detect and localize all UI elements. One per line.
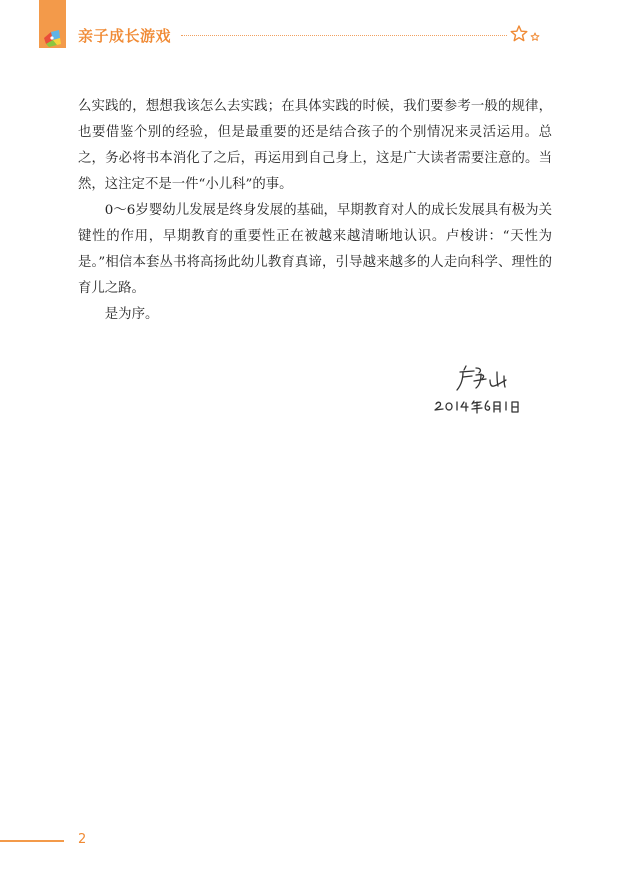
handwritten-signature [430, 362, 540, 422]
header-title: 亲子成长游戏 [78, 27, 172, 45]
paragraph: 么实践的，想想我该怎么去实践；在具体实践的时候，我们要参考一般的规律，也要借鉴个别的经验，但是最重要的还是结合孩子的个别情况来灵活运用。总之，务必将书本消化了之后，再运用到自己身上，这是广大读者需要注意的。当然，这注定不是一件“小儿科”的事。 [78, 99, 552, 192]
page-header [0, 0, 633, 60]
book-logo-icon [41, 26, 63, 48]
header-divider [181, 35, 507, 36]
paragraph: 是为序。 [104, 307, 159, 322]
paragraph: 0～6岁婴幼儿发展是终身发展的基础，早期教育对人的成长发展具有极为关键性的作用，早期教育的重要性正在被越来越清晰地认识。卢梭讲：“天性为是。”相信本套丛书将高扬此幼儿教育真谛，引导越来越多的人走向科学、理性的育儿之路。 [78, 203, 552, 296]
page-number: 2 [78, 832, 87, 847]
preface-text [78, 94, 552, 328]
footer-rule [0, 840, 64, 842]
star-icon [510, 24, 542, 44]
